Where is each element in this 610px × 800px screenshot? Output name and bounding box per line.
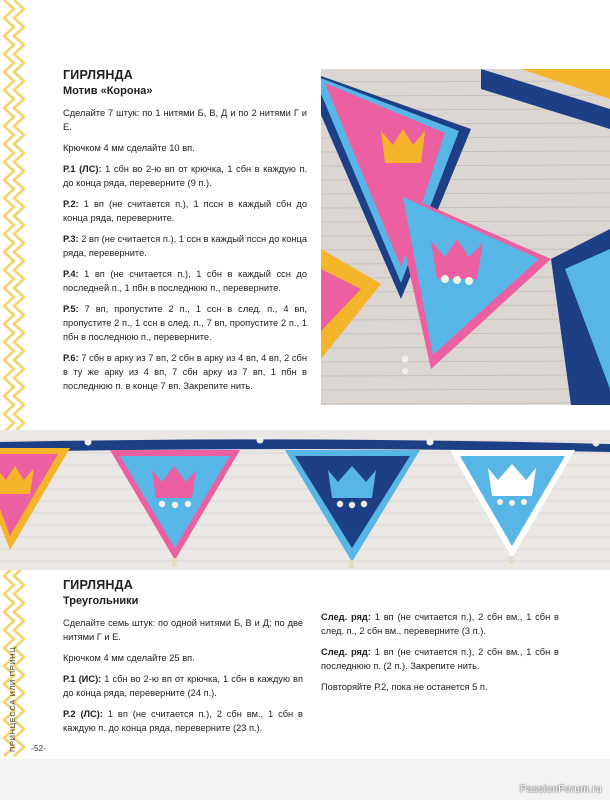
instructions-col2 (321, 610, 559, 694)
row-text: Сделайте 7 штук: по 1 нитями Б, В, Д и по 2 нитями Г и Е. (63, 108, 307, 132)
row-text: 1 вп (не считается п.), 1 сбн в каждый ссн до последней п., 1 пбн в последнюю п., переверните. (63, 269, 307, 293)
instruction-paragraph (63, 651, 303, 665)
instruction-paragraph (63, 672, 303, 700)
instruction-paragraph (63, 351, 307, 393)
instruction-paragraph (63, 232, 307, 260)
instructions (63, 106, 307, 393)
instruction-paragraph (63, 141, 307, 155)
instruction-paragraph (63, 197, 307, 225)
crown-motif-section (63, 68, 307, 400)
instruction-paragraph (63, 616, 303, 644)
triangle-garland-photo (0, 430, 610, 570)
row-label: Р.3: (63, 234, 79, 244)
section-title: ГИРЛЯНДА (63, 68, 133, 82)
section-subtitle: Мотив «Корона» (63, 85, 153, 97)
crown-bunting-photo (321, 69, 610, 405)
row-text: Сделайте семь штук: по одной нитями Б, В и Д; по две нитями Г и Е. (63, 618, 303, 642)
page-number: -52- (31, 743, 47, 753)
row-text: 7 вп, пропустите 2 п., 1 ссн в след. п., 4 вп, пропустите 2 п., 1 ссн в след. п., 7 вп, пропустите 2 п., 1 пбн в последнюю п., переверните. (63, 304, 307, 342)
instructions-col1 (63, 616, 303, 735)
triangles-section-col2 (321, 610, 559, 701)
section-title-2: ГИРЛЯНДА (63, 578, 133, 592)
instruction-paragraph (321, 610, 559, 638)
row-label: Р.1 (ИС): (63, 674, 102, 684)
section-subtitle-2: Треугольники (63, 595, 139, 607)
row-text: 1 сбн во 2-ю вп от крючка, 1 сбн в каждую вп до конца ряда, переверните (24 п.). (63, 674, 303, 698)
row-text: 2 вп (не считается п.), 1 ссн в каждый пссн до конца ряда, переверните. (63, 234, 307, 258)
watermark: PassionForum.ru (519, 784, 602, 795)
row-label: След. ряд: (321, 647, 371, 657)
instruction-paragraph (63, 162, 307, 190)
instruction-paragraph (321, 645, 559, 673)
side-label: ПРИНЦЕССА ИЛИ ПРИНЦ (8, 646, 17, 752)
row-label: Р.1 (ЛС): (63, 164, 102, 174)
row-label: Р.2: (63, 199, 79, 209)
row-text: 1 вп (не считается п.), 2 сбн вм., 1 сбн в последнюю п. (2 п.). Закрепите нить. (321, 647, 560, 671)
row-label: Р.2 (ЛС): (63, 709, 103, 719)
instruction-paragraph (63, 302, 307, 344)
row-label: Р.4: (63, 269, 79, 279)
row-label: Р.5: (63, 304, 79, 314)
row-text: 1 сбн во 2-ю вп от крючка, 1 сбн в каждую п. до конца ряда, переверните (9 п.). (63, 164, 307, 188)
instruction-paragraph (63, 267, 307, 295)
row-text: Повторяйте Р.2, пока не останется 5 п. (321, 682, 488, 692)
row-label: След. ряд: (321, 612, 371, 622)
row-text: Крючком 4 мм сделайте 25 вп. (63, 653, 195, 663)
footer-bar (0, 759, 610, 800)
triangles-section (63, 578, 303, 742)
instruction-paragraph (63, 707, 303, 735)
instruction-paragraph (321, 680, 559, 694)
row-text: 1 вп (не считается п.), 2 сбн вм., 1 сбн в каждую п. до конца ряда, переверните (23 п.). (63, 709, 303, 733)
instruction-paragraph (63, 106, 307, 134)
row-text: 1 вп (не считается п.), 1 пссн в каждый сбн до конца ряда, переверните. (63, 199, 307, 223)
row-label: Р.6: (63, 353, 79, 363)
row-text: 1 вп (не считается п.), 2 сбн вм., 1 сбн в след. п., 2 сбн вм., переверните (3 п.). (321, 612, 560, 636)
row-text: Крючком 4 мм сделайте 10 вп. (63, 143, 195, 153)
row-text: 7 сбн в арку из 7 вп, 2 сбн в арку из 4 вп, 4 вп, 2 сбн в ту же арку из 4 вп, 7 сбн арку из 7 вп, 1 пбн в последнюю п. в конце 7 вп. Закрепите нить. (63, 353, 307, 391)
